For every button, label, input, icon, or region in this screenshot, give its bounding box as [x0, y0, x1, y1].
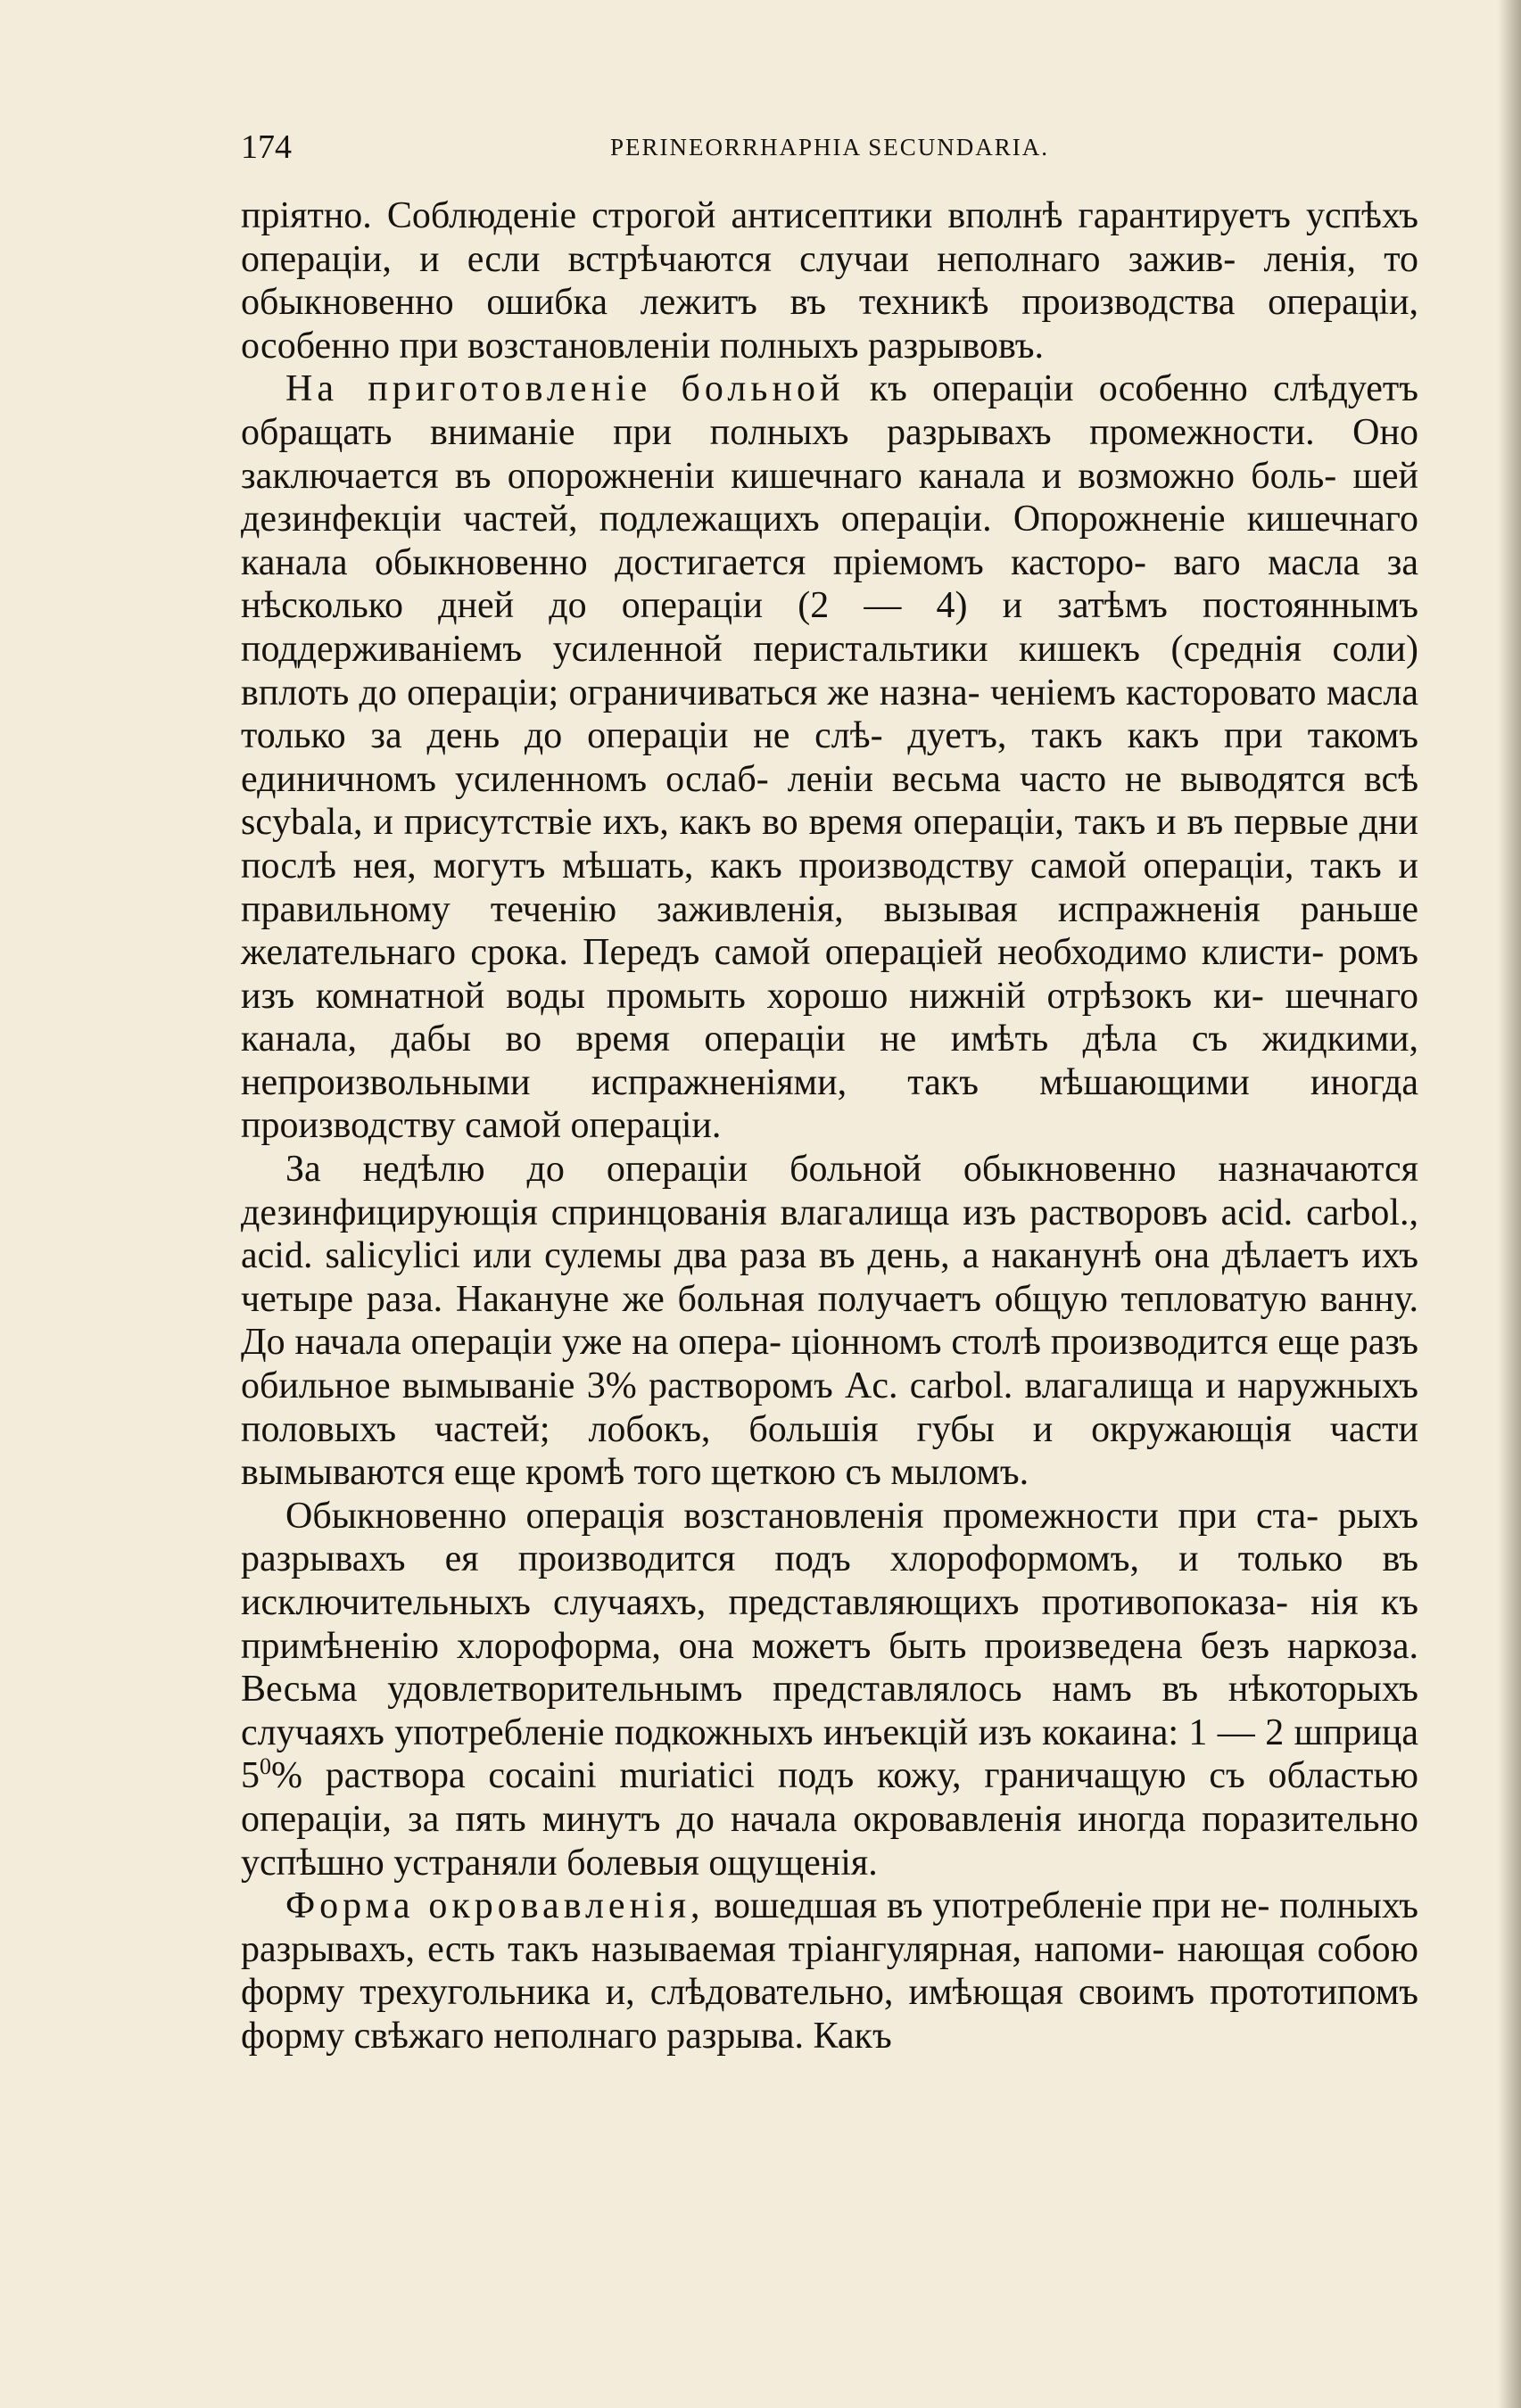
text-line: рыхъ разрывахъ ея производится подъ хлороформомъ, и только	[241, 1495, 1419, 1580]
text-line: общую тепловатую ванну. До начала операціи уже на опера-	[241, 1278, 1418, 1364]
text-line: ощущенія.	[708, 1842, 878, 1884]
text-line: безъ наркоза. Весьма удовлетворительнымъ представлялось намъ	[241, 1625, 1419, 1711]
paragraph-4	[241, 1495, 1418, 1884]
text-line: иногда производству самой операціи.	[241, 1061, 1419, 1147]
superscript-zero: 0	[260, 1753, 271, 1780]
text-line: нія къ примѣненію хлороформа, она можетъ быть произведена	[241, 1582, 1418, 1667]
text-line: полныхъ разрывахъ, есть такъ называемая тріангулярная, напоми-	[241, 1885, 1418, 1970]
paragraph-3	[241, 1148, 1418, 1495]
text-line: въ нѣкоторыхъ случаяхъ употребленіе подкожныхъ инъекцій изъ	[241, 1669, 1418, 1753]
text-line: постояннымъ поддерживаніемъ усиленной перистальтики кишекъ	[241, 585, 1418, 670]
text-line: дезинфицирующія спринцованія влагалища изъ растворовъ acid.	[241, 1192, 1294, 1233]
text-line: заключается въ опорожненіи кишечнаго канала и возможно боль-	[241, 455, 1337, 497]
text-line: кишечнаго канала обыкновенно достигается пріемомъ касторо-	[241, 499, 1418, 583]
text-line: Обыкновенно операція возстановленія промежности при ста-	[285, 1495, 1319, 1537]
page-edge-shadow	[1498, 0, 1521, 2408]
text-line: нающая собою форму трехугольника и, слѣдовательно, имѣющая	[241, 1928, 1418, 2014]
text-line: кокаина: 1 — 2 шприца 5	[241, 1711, 1419, 1797]
text-line: ромъ изъ комнатной воды промыть хорошо нижній отрѣзокъ ки-	[241, 932, 1419, 1017]
spaced-heading: Форма окровавленія,	[285, 1885, 705, 1927]
text-line: жидкими, непроизвольными испражненіями, такъ мѣшающими	[241, 1018, 1419, 1103]
text-line: дуетъ, такъ какъ при такомъ единичномъ усиленномъ ослаб-	[241, 715, 1418, 800]
text-line: ціонномъ столѣ производится еще разъ обильное вымываніе 3%	[241, 1322, 1419, 1407]
text-line: ваго масла за нѣсколько дней до операціи (2 — 4) и затѣмъ	[241, 541, 1419, 627]
text-line: ченіемъ касторовато масла только за день до операціи не слѣ-	[241, 672, 1418, 757]
text-line: она дѣлаетъ ихъ четыре раза. Накануне же больная получаетъ	[241, 1235, 1419, 1320]
text-line: растворомъ Ac. carbol. влагалища и наружныхъ половыхъ частей;	[241, 1365, 1418, 1450]
running-title: PERINEORRHAPHIA SECUNDARIA.	[609, 134, 1050, 161]
paragraph-2	[241, 367, 1418, 1148]
text-line: carbol., acid. salicylici или сулемы два раза въ день, а наканунѣ	[241, 1192, 1419, 1277]
text-line: успѣхъ операціи, и если встрѣчаются случаи неполнаго зажив-	[241, 195, 1419, 280]
text-line: кромѣ того щеткою съ мыломъ.	[525, 1452, 1029, 1494]
body-text	[241, 194, 1418, 2058]
text-line: За недѣлю до операціи больной обыкновенно назначаются	[285, 1149, 1418, 1191]
text-line: % раствора cocaini muriatici подъ кожу,	[271, 1755, 962, 1797]
text-line: вошедшая въ употребленіе при не-	[714, 1885, 1270, 1927]
text-line: своимъ прототипомъ форму свѣжаго неполнаго разрыва. Какъ	[241, 1972, 1419, 2057]
text-line: пріятно. Соблюденіе строгой антисептики вполнѣ гарантируетъ	[241, 195, 1291, 236]
spaced-heading: На приготовленіе больной	[285, 368, 845, 410]
text-line: и правильному теченію заживленія, вызывая испражненія раньше	[241, 845, 1419, 930]
text-line: ленія, то обыкновенно ошибка лежитъ въ техникѣ производства	[241, 238, 1418, 324]
text-line: шей дезинфекціи частей, подлежащихъ операціи. Опорожненіе	[241, 455, 1419, 540]
text-line: въ исключительныхъ случаяхъ, представляющихъ противопоказа-	[241, 1538, 1419, 1623]
text-line: леніи весьма часто не выводятся всѣ scybala, и присутствіе	[241, 758, 1419, 844]
page-number: 174	[241, 128, 292, 166]
text-line: лобокъ, большія губы и окружающія части вымываются еще	[241, 1408, 1418, 1494]
page-header	[241, 125, 1418, 169]
text-line: операціи, особенно при возстановленіи полныхъ разрывовъ.	[241, 282, 1419, 367]
paragraph-5	[241, 1884, 1418, 2058]
paragraph-1	[241, 194, 1418, 367]
text-line: окровавленія иногда поразительно успѣшно устраняли болевыя	[241, 1798, 1419, 1884]
text-line: граничащую съ областью операціи, за пять минутъ до начала	[241, 1755, 1418, 1840]
text-line: шечнаго канала, дабы во время операціи не имѣть дѣла съ	[241, 975, 1418, 1060]
text-line: ихъ, какъ во время операціи, такъ и въ первые дни послѣ	[241, 802, 1418, 887]
text-line: нея, могутъ мѣшать, какъ производству самой операціи, такъ	[352, 845, 1382, 887]
text-line: (среднія соли) вплоть до операціи; ограничиваться же назна-	[241, 628, 1419, 713]
text-line: желательнаго срока. Передъ самой операціей необходимо клисти-	[241, 932, 1325, 974]
text-line: къ операціи особенно слѣдуетъ	[869, 368, 1418, 410]
text-line: обращать вниманіе при полныхъ разрывахъ промежности. Оно	[241, 411, 1418, 453]
